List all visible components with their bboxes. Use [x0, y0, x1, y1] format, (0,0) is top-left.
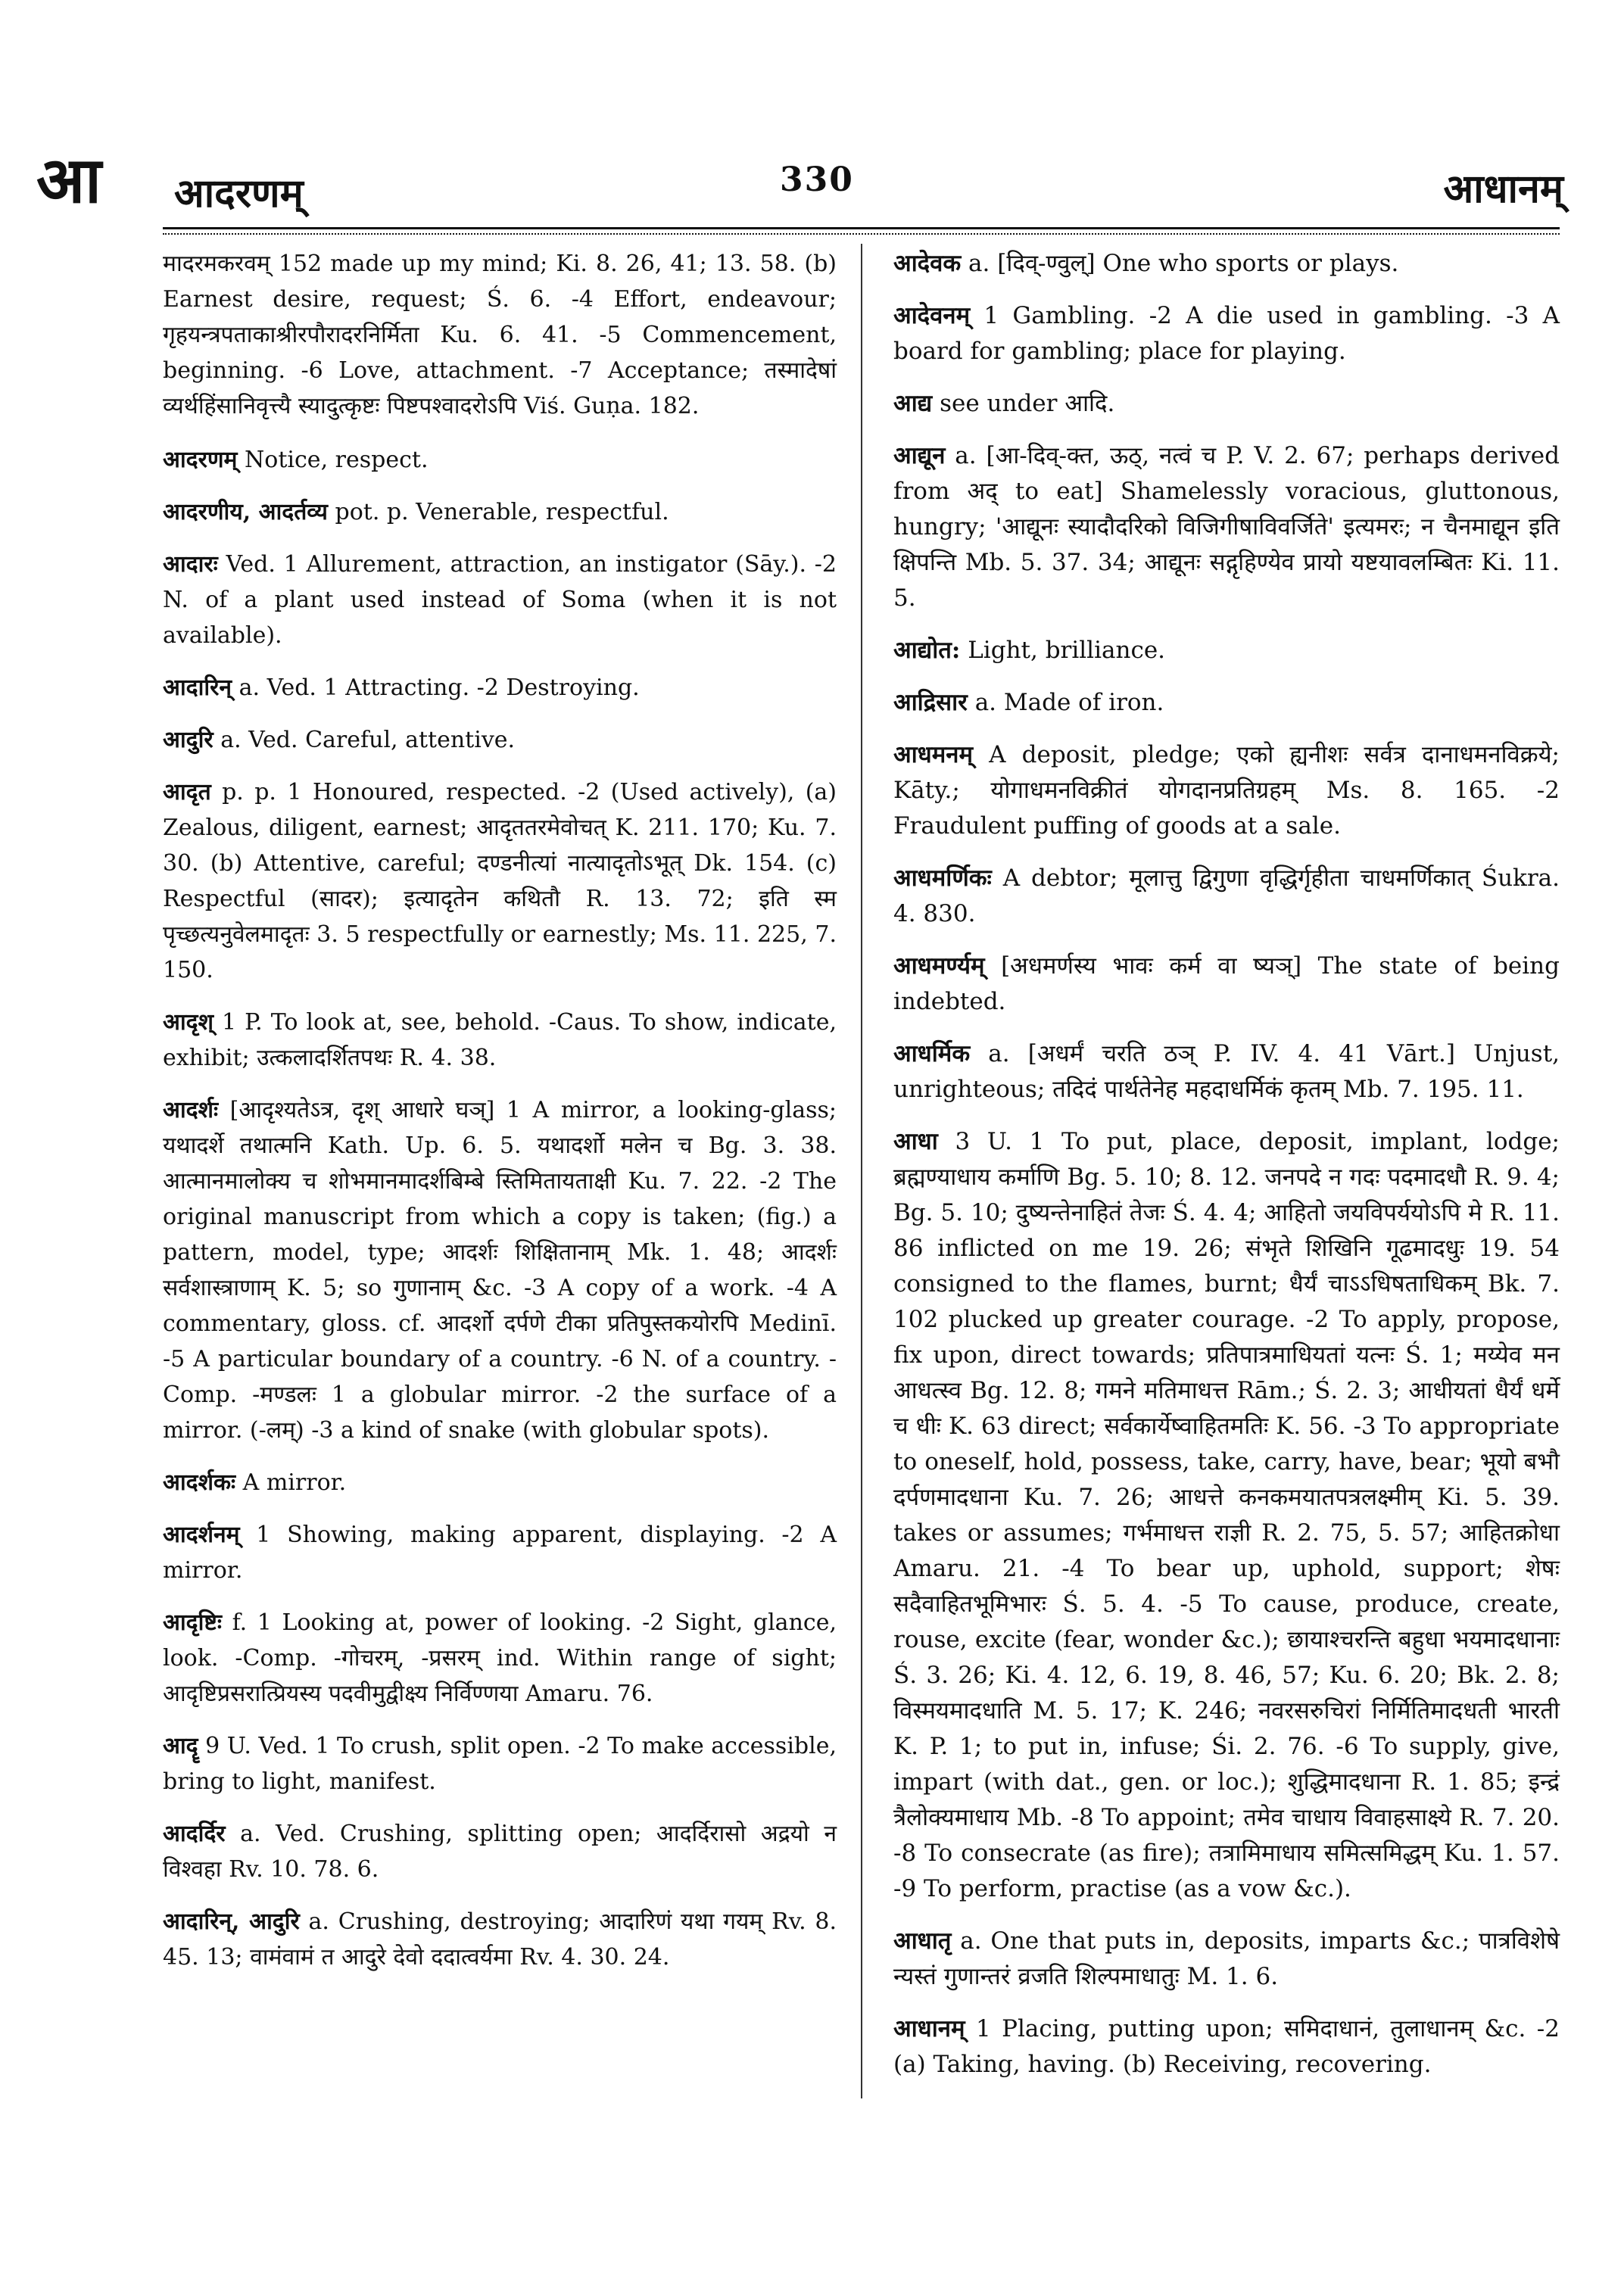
dictionary-entry: [893, 861, 1560, 932]
entry-definition: A deposit, pledge; एको ह्यनीशः सर्वत्र दानाधमनविक्रये; Kāty.; योगाधमनविक्रीतं योगदानप्रतिग्रहम् Ms. 8. 165. -2 Fraudulent puffing of goods at a sale.: [893, 741, 1560, 840]
header-dotted-rule: [163, 233, 1560, 235]
dictionary-entry: [163, 1728, 837, 1799]
dictionary-entry: [893, 246, 1560, 282]
dictionary-entry: [893, 685, 1560, 721]
entry-definition: a. Crushing, destroying; आदारिणं यथा गयम् Rv. 8. 45. 13; वामंवामं त आदुरे देवो ददात्वर्यमा Rv. 4. 30. 24.: [163, 1908, 837, 1971]
header-rule: [163, 227, 1560, 229]
dictionary-entry: [163, 774, 837, 988]
page-header: [0, 0, 1624, 242]
entry-headword: आदृश्: [163, 1009, 214, 1036]
dictionary-entry: [163, 1904, 837, 1975]
entry-headword: आदेवनम्: [893, 302, 971, 329]
dictionary-entry: [163, 1092, 837, 1448]
entry-definition: p. p. 1 Honoured, respected. -2 (Used actively), (a) Zealous, diligent, earnest; आदृततरमेवोचत् K. 211. 170; Ku. 7. 30. (b) Attentive, careful; दण्डनीत्यां नात्यादृतोऽभूत् Dk. 154. (c) Respectful (सादर); इत्यादृतेन कथितौ R. 13. 72; इति स्म पृच्छत्यनुवेलमादृतः 3. 5 respectfully or earnestly; Ms. 11. 225, 7. 150.: [163, 779, 837, 983]
dictionary-entry: [893, 1924, 1560, 1995]
entry-headword: आदृत: [163, 779, 211, 805]
entry-headword: आद्योत:: [893, 637, 961, 664]
entry-headword: आदरणीय, आदर्तव्य: [163, 499, 328, 525]
entry-headword: आदुरि: [163, 727, 214, 753]
dictionary-entry: [893, 737, 1560, 844]
entry-headword: आदृष्टिः: [163, 1609, 222, 1636]
dictionary-entry: [893, 298, 1560, 369]
entry-definition: a. [आ-दिव्-क्त, ऊठ्, नत्वं च P. V. 2. 67; perhaps derived from अद् to eat] Shamelessly voracious, gluttonous, hungry; 'आद्यूनः स्यादौदरिको विजिगीषाविवर्जिते' इत्यमरः; न चैनमाद्यून इति क्षिपन्ति Mb. 5. 37. 34; आद्यूनः सद्गृहिण्येव प्रायो यष्टयावलम्बितः Ki. 11. 5.: [893, 442, 1560, 612]
entry-definition: A debtor; मूलात्तु द्विगुणा वृद्धिर्गृहीता चाधमर्णिकात् Śukra. 4. 830.: [893, 865, 1560, 927]
column-divider: [861, 244, 862, 2098]
dictionary-entry: [893, 2011, 1560, 2083]
dictionary-entry: [163, 722, 837, 758]
entry-definition: 1 Showing, making apparent, displaying. -2 A mirror.: [163, 1522, 837, 1584]
dictionary-entry: [163, 1816, 837, 1887]
section-letter-mark: आ: [36, 142, 101, 217]
entry-headword: आदारिन्, आदुरि: [163, 1908, 300, 1935]
entry-definition: 9 U. Ved. 1 To crush, split open. -2 To make accessible, bring to light, manifest.: [163, 1733, 837, 1795]
entry-headword: आद्य: [893, 390, 933, 417]
dictionary-entry: [163, 1605, 837, 1712]
entry-definition: f. 1 Looking at, power of looking. -2 Sight, glance, look. -Comp. -गोचरम्, -प्रसरम् ind. Within range of sight; आदृष्टिप्रसरात्प्रियस्य पदवीमुद्वीक्ष्य निर्विण्णया Amaru. 76.: [163, 1609, 837, 1707]
dictionary-entry: [893, 438, 1560, 616]
left-column: [163, 246, 837, 1992]
entry-definition: see under आदि.: [940, 390, 1115, 417]
entry-definition: a. Made of iron.: [974, 689, 1164, 716]
entry-definition: Light, brilliance.: [968, 637, 1166, 664]
dictionary-entry: [163, 246, 837, 424]
entry-definition: pot. p. Venerable, respectful.: [335, 499, 669, 525]
entry-headword: आदेवक: [893, 250, 962, 277]
page-number: 330: [780, 160, 854, 199]
entry-headword: आधातृ: [893, 1927, 952, 1955]
dictionary-entry: [893, 949, 1560, 1020]
entry-definition: Notice, respect.: [245, 447, 429, 473]
dictionary-entry: [163, 494, 837, 530]
entry-definition: A mirror.: [242, 1469, 347, 1496]
entry-headword: आधानम्: [893, 2015, 965, 2042]
entry-headword: आद्रिसार: [893, 689, 968, 716]
entry-definition: Ved. 1 Allurement, attraction, an instigator (Sāy.). -2 N. of a plant used instead of Soma (when it is not available).: [163, 551, 837, 649]
entry-definition: a. One that puts in, deposits, imparts &c.; पात्रविशेषे न्यस्तं गुणान्तरं व्रजति शिल्पमाधातुः M. 1. 6.: [893, 1927, 1560, 1990]
dictionary-entry: [163, 1005, 837, 1076]
entry-headword: आदर्शनम्: [163, 1522, 240, 1548]
dictionary-entry: [893, 633, 1560, 668]
entry-definition: 3 U. 1 To put, place, deposit, implant, lodge; ब्रह्मण्याधाय कर्माणि Bg. 5. 10; 8. 12. जनपदे न गदः पदमादधौ R. 9. 4; Bg. 5. 10; दुष्यन्तेनाहितं तेजः Ś. 4. 4; आहितो जयविपर्ययोऽपि मे R. 11. 86 inflicted on me 19. 26; संभृते शिखिनि गूढमादधुः 19. 54 consigned to the flames, burnt; धैर्यं चाऽऽधिषताधिकम् Bk. 7. 102 plucked up greater courage. -2 To apply, propose, fix upon, direct towards; प्रतिपात्रमाधियतां यत्नः Ś. 1; मय्येव मन आधत्स्व Bg. 12. 8; गमने मतिमाधत्त Rām.; Ś. 2. 3; आधीयतां धैर्यं धर्मे च धीः K. 63 direct; सर्वकार्येष्वाहितमतिः K. 56. -3 To appropriate to oneself, hold, possess, take, carry, have, bear; भूयो बभौ दर्पणमादधाना Ku. 7. 26; आधत्ते कनकमयातपत्रलक्ष्मीम् Ki. 5. 39. takes or assumes; गर्भमाधत्त राज्ञी R. 2. 75, 5. 57; आहितक्रोधा Amaru. 21. -4 To bear up, uphold, support; शेषः सदैवाहितभूमिभारः Ś. 5. 4. -5 To cause, produce, create, rouse, excite (fear, wonder &c.); छायाश्चरन्ति बहुधा भयमादधानाः Ś. 3. 26; Ki. 4. 12, 6. 19, 8. 46, 57; Ku. 6. 20; Bk. 2. 8; विस्मयमादधाति M. 5. 17; K. 246; नवरसरुचिरां निर्मितिमादधती भारती K. P. 1; to put in, infuse; Śi. 2. 76. -6 To supply, give, impart (with dat., gen. or loc.); शुद्धिमादधाना R. 1. 85; इन्द्रं त्रैलोक्यमाधाय Mb. -8 To appoint; तमेव चाधाय विवाहसाक्ष्ये R. 7. 20. -8 To consecrate (as fire); तत्रामिमाधाय समित्समिद्धम् Ku. 1. 57. -9 To perform, practise (as a vow &c.).: [893, 1128, 1560, 1902]
dictionary-entry: [893, 1036, 1560, 1108]
entry-headword: आदर्शकः: [163, 1469, 236, 1496]
entry-headword: आधमनम्: [893, 741, 974, 768]
dictionary-entry: [893, 386, 1560, 422]
entry-headword: आधमर्णिकः: [893, 865, 992, 892]
right-column: [893, 246, 1560, 2099]
entry-definition: [अधमर्णस्य भावः कर्म वा ष्यञ्] The state of being indebted.: [893, 952, 1560, 1015]
dictionary-entry: [163, 442, 837, 478]
last-headword: आधानम्: [1443, 166, 1563, 212]
entry-headword: आदारः: [163, 551, 218, 578]
entry-definition: 1 P. To look at, see, behold. -Caus. To show, indicate, exhibit; उत्कलादर्शितपथः R. 4. 38.: [163, 1009, 837, 1071]
entry-definition: मादरमकरवम् 152 made up my mind; Ki. 8. 26, 41; 13. 58. (b) Earnest desire, request; Ś. 6. -4 Effort, endeavour; गृहयन्त्रपताकाश्रीरपौरादरनिर्मिता Ku. 6. 41. -5 Commencement, beginning. -6 Love, attachment. -7 Acceptance; तस्मादेषां व्यर्थहिंसानिवृत्त्यै स्यादुत्कृष्टः पिष्टपश्वादरोऽपि Viś. Guṇa. 182.: [163, 251, 837, 419]
entry-definition: a. [अधर्मं चरति ठञ् P. IV. 4. 41 Vārt.] Unjust, unrighteous; तदिदं पार्थतेनेह महदाधर्मिकं कृतम् Mb. 7. 195. 11.: [893, 1040, 1560, 1103]
entry-headword: आदर्शः: [163, 1097, 219, 1123]
entry-definition: a. Ved. Careful, attentive.: [220, 727, 516, 753]
dictionary-entry: [163, 547, 837, 653]
dictionary-entry: [893, 1124, 1560, 1907]
entry-definition: a. Ved. 1 Attracting. -2 Destroying.: [238, 675, 640, 701]
entry-definition: a. Ved. Crushing, splitting open; आदर्दिरासो अद्रयो न विश्वहा Rv. 10. 78. 6.: [163, 1821, 837, 1883]
entry-headword: आदरणम्: [163, 447, 238, 473]
dictionary-entry: [163, 1517, 837, 1588]
entry-headword: आधमर्ण्यम्: [893, 952, 985, 980]
entry-headword: आदारिन्: [163, 675, 232, 701]
entry-definition: 1 Placing, putting upon; समिदाधानं, तुलाधानम् &c. -2 (a) Taking, having. (b) Receiving, recovering.: [893, 2015, 1560, 2078]
entry-headword: आद्यून: [893, 442, 946, 469]
first-headword: आदरणम्: [174, 170, 304, 217]
entry-definition: a. [दिव्-ण्वुल्] One who sports or plays.: [968, 250, 1399, 277]
dictionary-entry: [163, 1465, 837, 1500]
entry-headword: आदर्दिर: [163, 1821, 226, 1847]
entry-headword: आधर्मिक: [893, 1040, 971, 1067]
entry-definition: 1 Gambling. -2 A die used in gambling. -3 A board for gambling; place for playing.: [893, 302, 1560, 365]
dictionary-entry: [163, 670, 837, 706]
entry-headword: आदॄ: [163, 1733, 198, 1759]
entry-headword: आधा: [893, 1128, 938, 1155]
entry-definition: [आदृश्यतेऽत्र, दृश् आधारे घञ्] 1 A mirror, a looking-glass; यथादर्शे तथात्मनि Kath. Up. 6. 5. यथादर्शो मलेन च Bg. 3. 38. आत्मानमालोक्य च शोभमानमादर्शबिम्बे स्तिमितायताक्षी Ku. 7. 22. -2 The original manuscript from which a copy is taken; (fig.) a pattern, model, type; आदर्शः शिक्षितानाम् Mk. 1. 48; आदर्शः सर्वशास्त्राणाम् K. 5; so गुणानाम् &c. -3 A copy of a work. -4 A commentary, gloss. cf. आदर्शो दर्पणे टीका प्रतिपुस्तकयोरपि Medinī. -5 A particular boundary of a country. -6 N. of a country. -Comp. -मण्डलः 1 a globular mirror. -2 the surface of a mirror. (-लम्) -3 a kind of snake (with globular spots).: [163, 1097, 837, 1444]
